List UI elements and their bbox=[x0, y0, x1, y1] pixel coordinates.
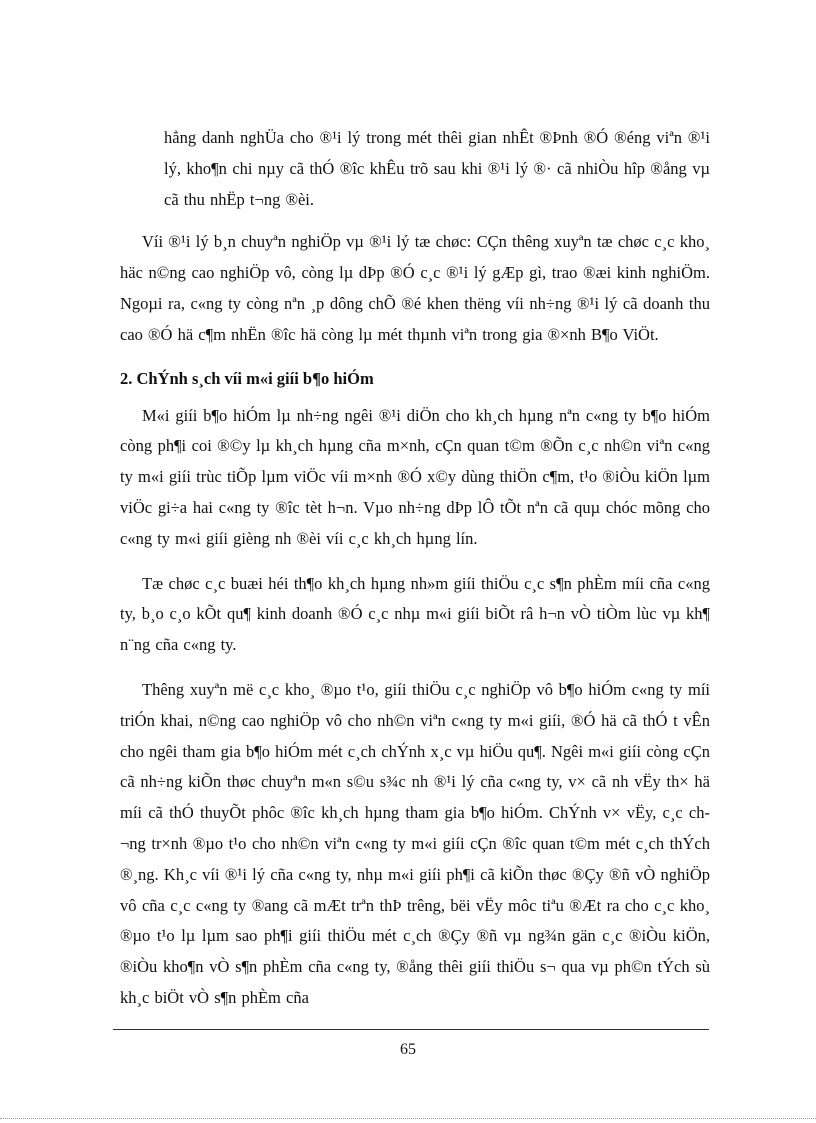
paragraph-brokers-intro: M«i giíi b¶o hiÓm lµ nh÷ng ngêi ®¹i diÖn cho kh¸ch hµng nªn c«ng ty b¶o hiÓm còng ph¶i coi ®©y lµ kh¸ch hµng cña m×nh, cÇn quan t©m ®Õn c¸c nh©n viªn c«ng ty m«i giíi trùc tiÕp lµm viÖc víi m×nh ®Ó x©y dùng thiÖn c¶m, t¹o ®iÒu kiÖn lµm viÖc gi÷a hai c«ng ty ®îc tèt h¬n. Vµo nh÷ng dÞp lÔ tÕt nªn cã quµ chóc mõng cho c«ng ty m«i giíi gièng nh ®èi víi c¸c kh¸ch hµng lín. bbox=[120, 405, 710, 548]
paragraph-training: Thêng xuyªn më c¸c kho¸ ®µo t¹o, giíi thiÖu c¸c nghiÖp vô b¶o hiÓm c«ng ty míi triÓn khai, n©ng cao nghiÖp vô cho nh©n viªn c«ng ty m«i giíi, ®Ó hä cã thÓ t vÊn cho ngêi tham gia b¶o hiÓm mét c¸ch chÝnh x¸c vµ hiÖu qu¶. Ngêi m«i giíi còng cÇn cã nh÷ng kiÕn thøc chuyªn m«n s©u s¾c nh ®¹i lý cña c«ng ty, v× cã nh vËy th× hä míi cã thÓ thuyÕt phôc ®îc kh¸ch hµng tham gia b¶o hiÓm. ChÝnh v× vËy, c¸c ch¬ng tr×nh ®µo t¹o cho nh©n viªn c«ng ty m«i giíi cÇn ®îc quan t©m mét c¸ch thÝch ®¸ng. Kh¸c víi ®¹i lý cña c«ng ty, nhµ m«i giíi ph¶i cã kiÕn thøc ®Çy ®ñ vÒ nghiÖp vô cña c¸c c«ng ty ®ang cã mÆt trªn thÞ trêng, bëi vËy môc tiªu ®Æt ra cho c¸c kho¸ ®µo t¹o lµ lµm sao ph¶i giíi thiÖu mét c¸ch ®Çy ®ñ vµ ng¾n gän c¸c ®iÒu kiÖn, ®iÒu kho¶n vÒ s¶n phÈm cña c«ng ty, ®ång thêi giíi thiÖu s¬ qua vµ ph©n tÝch sù kh¸c biÖt vÒ s¶n phÈm cña bbox=[120, 679, 710, 1007]
paragraph-agents: Víi ®¹i lý b¸n chuyªn nghiÖp vµ ®¹i lý tæ chøc: CÇn thêng xuyªn tæ chøc c¸c kho¸ häc n©ng cao nghiÖp vô, còng lµ dÞp ®Ó c¸c ®¹i lý gÆp gì, trao ®æi kinh nghiÖm. Ngoµi ra, c«ng ty còng nªn ¸p dông chÕ ®é khen thëng víi nh÷ng ®¹i lý cã doanh thu cao ®Ó hä c¶m nhËn ®îc hä còng lµ mét thµnh viªn trong gia ®×nh B¶o ViÖt. bbox=[120, 232, 710, 344]
paragraph-continued: hẳng danh nghÜa cho ®¹i lý trong mét thêi gian nhÊt ®Þnh ®Ó ®éng viªn ®¹i lý, kho¶n chi nµy cã thÓ ®îc khÊu trõ sau khi ®¹i lý ®· cã nhiÒu hîp ®ång vµ cã thu nhËp t¬ng ®èi. bbox=[164, 128, 710, 209]
footer-rule bbox=[113, 1029, 709, 1030]
page-number: 65 bbox=[400, 1041, 416, 1058]
page-edge-divider bbox=[0, 1118, 816, 1119]
section-heading: 2. ChÝnh s¸ch víi m«i giíi b¶o hiÓm bbox=[120, 368, 374, 388]
page-body bbox=[120, 118, 710, 1014]
paragraph-workshops: Tæ chøc c¸c buæi héi th¶o kh¸ch hµng nh»m giíi thiÖu c¸c s¶n phÈm míi cña c«ng ty, b¸o c¸o kÕt qu¶ kinh doanh ®Ó c¸c nhµ m«i giíi biÕt râ h¬n vÒ tiÒm lùc vµ kh¶ n¨ng cña c«ng ty. bbox=[120, 573, 710, 655]
